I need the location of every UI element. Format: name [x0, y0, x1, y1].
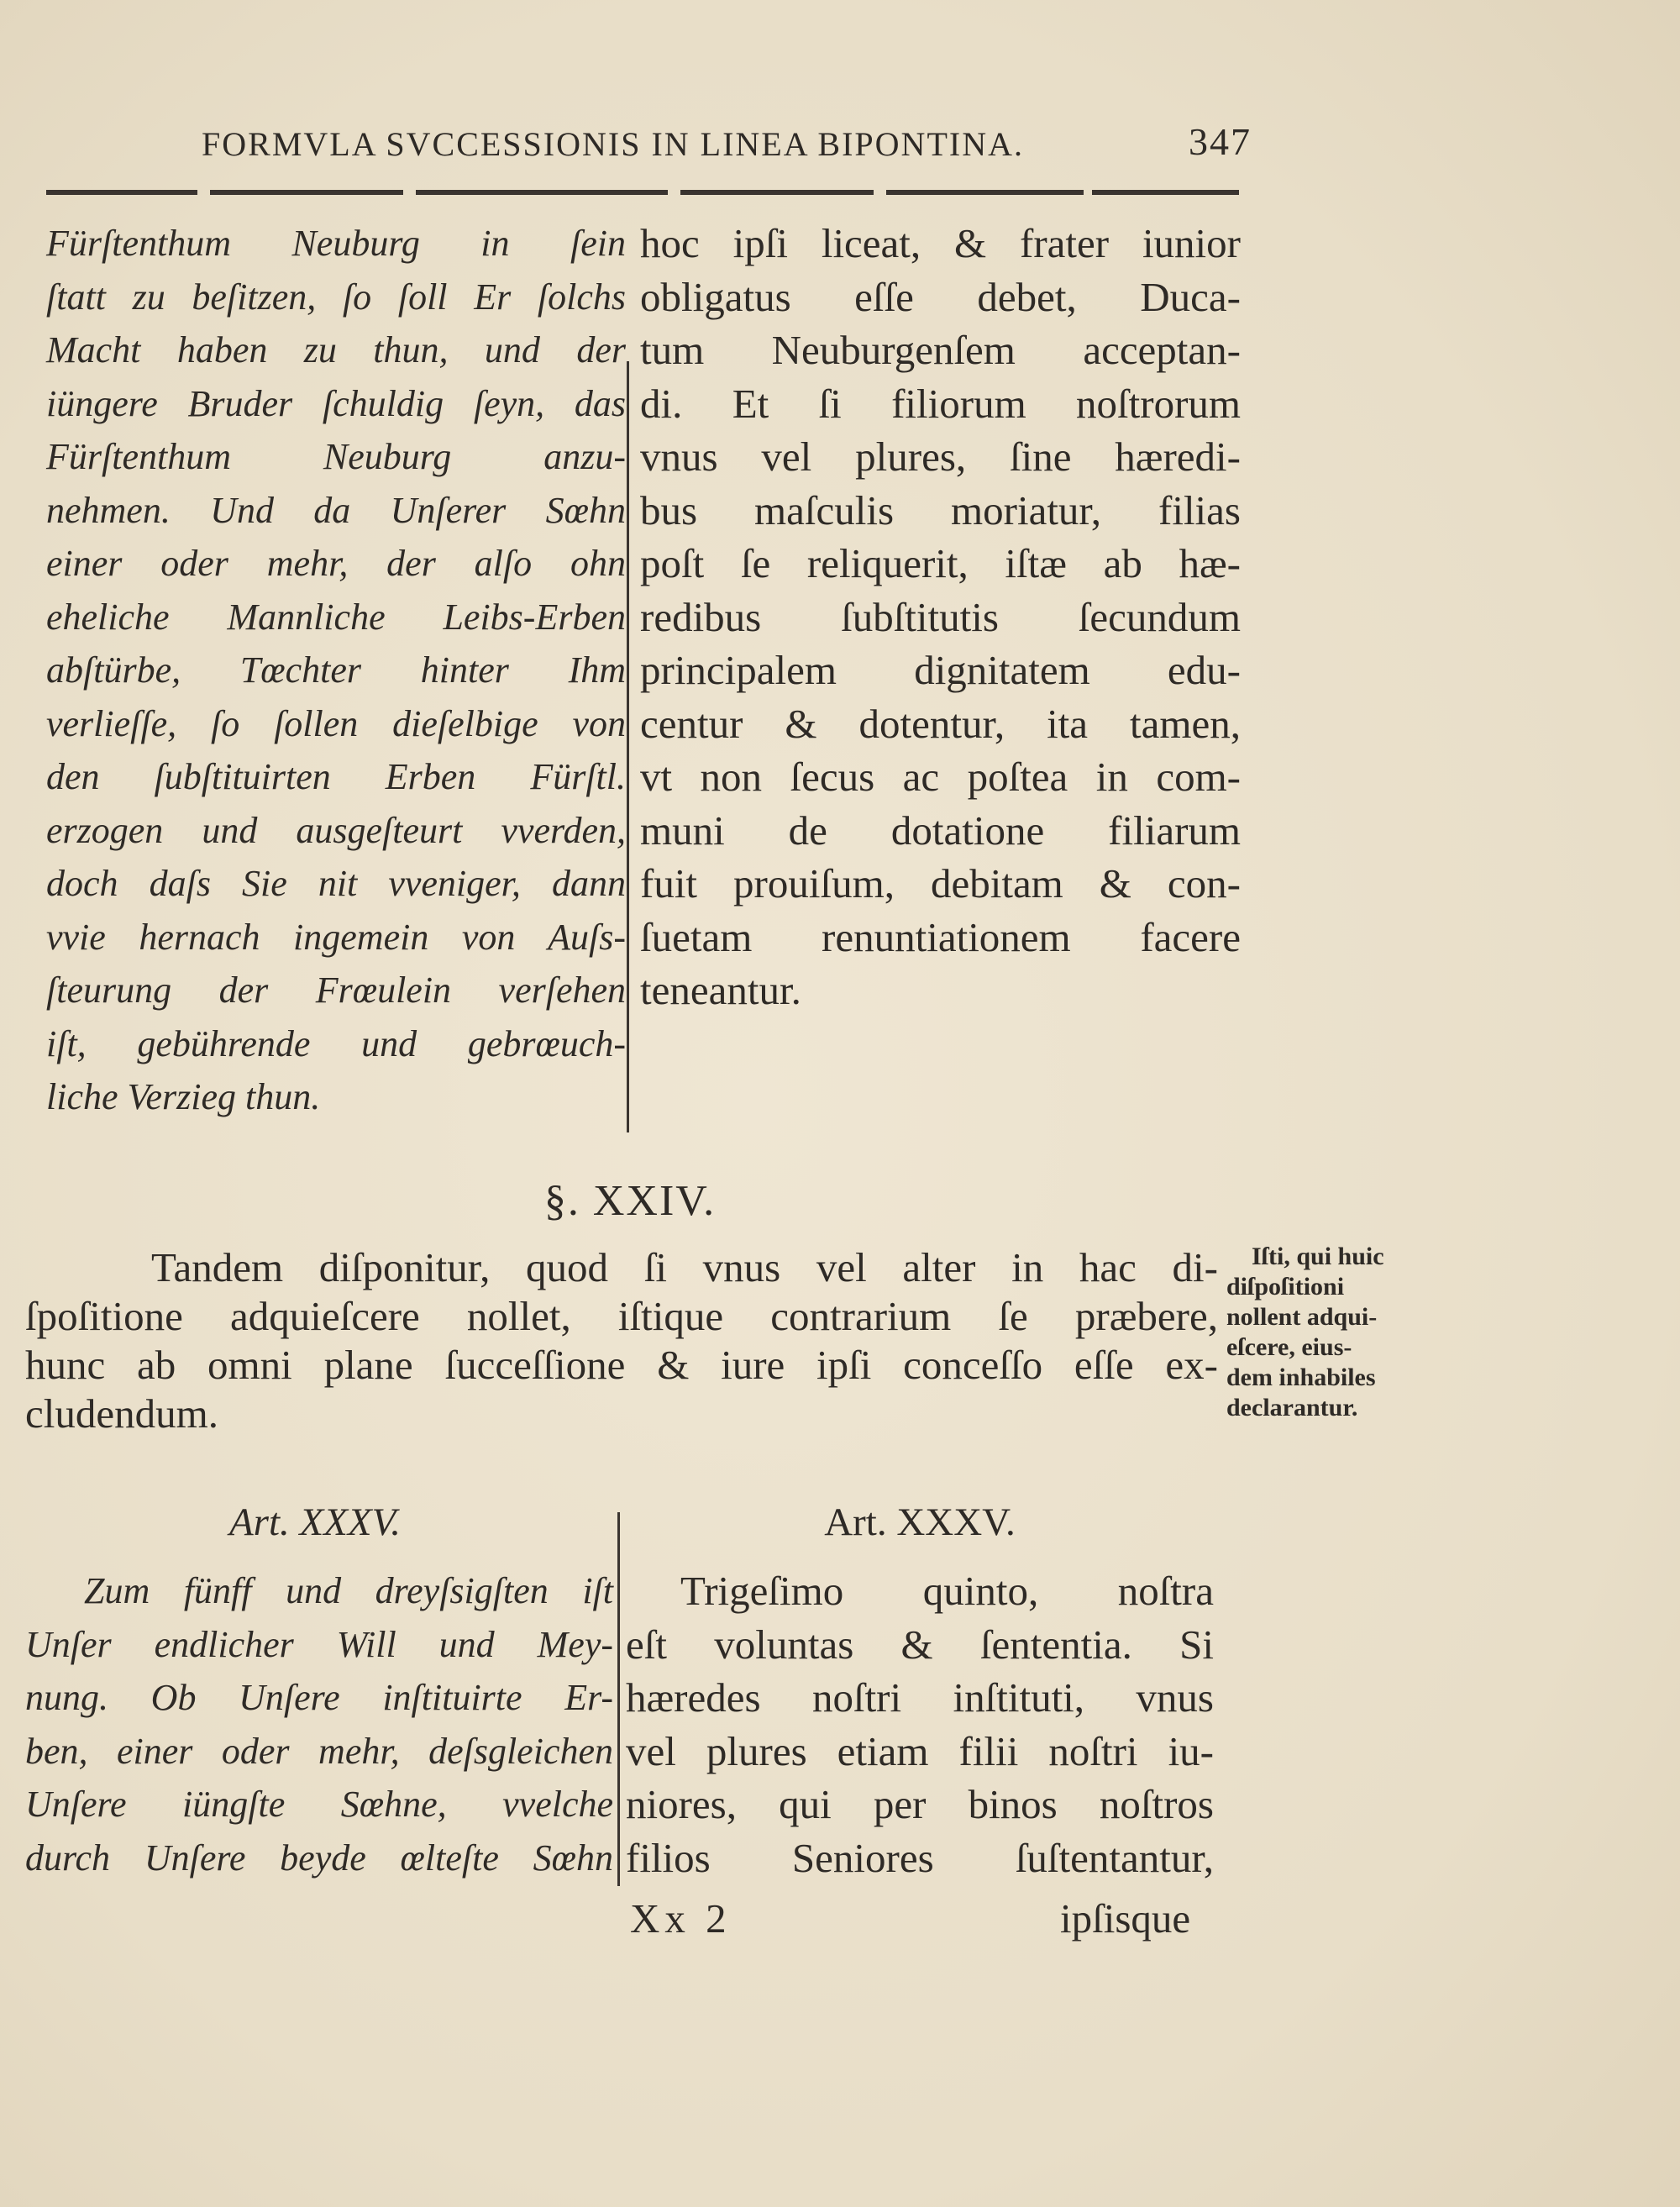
german-line: nehmen. Und da Unſerer Sœhn — [46, 489, 626, 531]
german-line: ben, einer oder mehr, deſsgleichen — [25, 1730, 613, 1772]
german-line: erzogen und ausgeſteurt vverden, — [46, 809, 626, 851]
german-line: Zum fünff und dreyſsigſten iſt — [84, 1570, 613, 1611]
german-line: verlieſſe, ſo ſollen dieſelbige von — [46, 702, 626, 744]
latin-line: poſt ſe reliquerit, iſtæ ab hæ- — [640, 540, 1241, 586]
latin-line: tum Neuburgenſem acceptan- — [640, 327, 1241, 373]
latin-column-lower — [626, 1564, 1214, 1884]
margin-note-line: dem inhabiles — [1226, 1364, 1376, 1391]
latin-line: muni de dotatione filiarum — [640, 807, 1241, 854]
latin-line: eſt voluntas & ſententia. Si — [626, 1621, 1214, 1668]
latin-line: hæredes noſtri inſtituti, vnus — [626, 1674, 1214, 1721]
column-divider — [627, 361, 629, 1132]
latin-line: hoc ipſi liceat, & frater iunior — [640, 220, 1241, 266]
page-number: 347 — [1189, 120, 1252, 163]
german-line: vvie hernach ingemein von Auſs- — [46, 916, 626, 958]
latin-line: niores, qui per binos noſtros — [626, 1781, 1214, 1827]
paragraph-line: hunc ab omni plane ſucceſſione & iure ipſi conceſſo eſſe ex- — [25, 1342, 1218, 1388]
german-line: Unſer endlicher Will und Mey- — [25, 1623, 613, 1665]
german-line: iüngere Bruder ſchuldig ſeyn, das — [46, 382, 626, 424]
section-heading: §. XXIV. — [543, 1177, 717, 1225]
german-article-heading: Art. XXXV. — [228, 1500, 402, 1544]
margin-note-line: nollent adqui- — [1226, 1303, 1378, 1331]
header-rule — [46, 190, 197, 195]
latin-line: bus maſculis moriatur, filias — [640, 486, 1241, 533]
latin-line: vel plures etiam filii noſtri iu- — [626, 1727, 1214, 1774]
section-paragraph — [25, 1243, 1218, 1438]
german-line: eheliche Mannliche Leibs-Erben — [46, 596, 626, 638]
german-column-upper — [46, 217, 626, 1124]
latin-line: vt non ſecus ac poſtea in com- — [640, 754, 1241, 800]
margin-note — [1226, 1242, 1420, 1423]
latin-line: obligatus eſſe debet, Duca- — [640, 273, 1241, 320]
header-rule — [416, 190, 668, 195]
latin-line: vnus vel plures, ſine hæredi- — [640, 434, 1241, 480]
running-header — [202, 120, 1252, 175]
paragraph-line: Tandem diſponitur, quod ſi vnus vel alter in hac di- — [151, 1244, 1218, 1290]
german-line: ſtatt zu beſitzen, ſo ſoll Er ſolchs — [46, 276, 626, 318]
german-line: einer oder mehr, der alſo ohn — [46, 543, 626, 584]
german-column-lower — [25, 1564, 613, 1884]
paragraph-line: ſpoſitione adquieſcere nollet, iſtique contrarium ſe præbere, — [25, 1293, 1218, 1339]
german-line: abſtürbe, Tœchter hinter Ihm — [46, 649, 626, 691]
german-line: liche Verzieg thun. — [46, 1076, 321, 1117]
catchword: ipſisque — [1060, 1895, 1191, 1942]
latin-line: centur & dotentur, ita tamen, — [640, 700, 1241, 747]
header-rule — [210, 190, 403, 195]
margin-note-line: declarantur. — [1226, 1394, 1358, 1421]
latin-line: fuit prouiſum, debitam & con- — [640, 860, 1241, 906]
german-line: Fürſtenthum Neuburg anzu- — [46, 436, 626, 477]
german-line: doch daſs Sie nit vveniger, dann — [46, 863, 626, 904]
german-line: nung. Ob Unſere inſtituirte Er- — [25, 1677, 613, 1718]
german-line: den ſubſtituirten Erben Fürſtl. — [46, 756, 626, 797]
german-line: ſteurung der Frœulein verſehen — [46, 970, 626, 1011]
latin-line: Trigeſimo quinto, noſtra — [680, 1568, 1214, 1614]
paragraph-line: cludendum. — [25, 1390, 218, 1437]
header-rule — [680, 190, 874, 195]
margin-note-line: eſcere, eius- — [1226, 1333, 1352, 1361]
latin-line: di. Et ſi filiorum noſtrorum — [640, 380, 1241, 427]
latin-line: principalem dignitatem edu- — [640, 647, 1241, 693]
german-line: Fürſtenthum Neuburg in ſein — [46, 223, 626, 264]
margin-note-line: Iſti, qui huic — [1252, 1243, 1384, 1270]
german-line: Unſere iüngſte Sœhne, vvelche — [25, 1784, 613, 1825]
latin-line: ſuetam renuntiationem facere — [640, 913, 1241, 960]
german-line: Macht haben zu thun, und der — [46, 329, 626, 370]
header-rule — [886, 190, 1084, 195]
latin-column-upper — [640, 217, 1241, 1017]
header-rule — [1092, 190, 1239, 195]
running-title: FORMVLA SVCCESSIONIS IN LINEA BIPONTINA. — [202, 125, 1024, 163]
margin-note-line: diſpoſitioni — [1226, 1273, 1345, 1301]
latin-article-heading: Art. XXXV. — [824, 1500, 1016, 1544]
german-line: durch Unſere beyde œlteſte Sœhn — [25, 1837, 613, 1879]
latin-line: filios Seniores ſuſtentantur, — [626, 1834, 1214, 1881]
german-line: iſt, gebührende und gebrœuch- — [46, 1022, 626, 1064]
latin-line: redibus ſubſtitutis ſecundum — [640, 593, 1241, 640]
latin-line: teneantur. — [640, 967, 801, 1013]
column-divider — [617, 1512, 620, 1886]
signature-mark: Xx 2 — [630, 1895, 732, 1942]
